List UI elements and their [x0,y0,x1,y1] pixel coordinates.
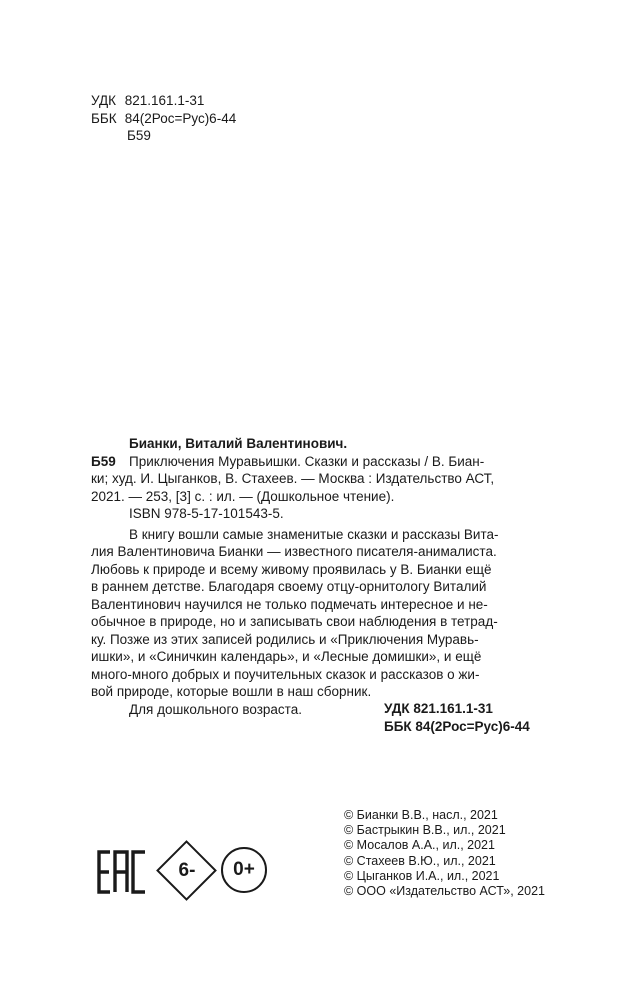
age-rating-circle-text: 0+ [233,859,255,880]
author-mark-bold: Б59 [91,453,116,469]
copyright-block [344,808,545,899]
bibliographic-record [91,435,565,718]
age-rating-circle [221,847,267,893]
annotation-line: Любовь к природе и всему живому проявилась у В. Бианки ещё [91,561,492,577]
annotation-line: ку. Позже из этих записей родились и «Приключения Муравь- [91,631,479,647]
eac-mark [96,849,148,895]
udk-label: УДК [91,93,116,108]
age-rating-diamond [155,839,219,903]
author-heading: Бианки, Виталий Валентинович. [129,436,348,451]
author-mark: Б59 [127,128,151,143]
bbk-line [91,110,236,128]
copyright-line: © Мосалов А.А., ил., 2021 [344,838,495,853]
copyright-line: © Цыганков И.А., ил., 2021 [344,868,500,883]
bibliography-line: ки; худ. И. Цыганков, В. Стахеев. — Москва : Издательство АСТ, [91,471,495,486]
bbk-label: ББК [91,110,117,126]
copyright-line: © Стахеев В.Ю., ил., 2021 [344,853,496,868]
annotation-line: В книгу вошли самые знаменитые сказки и рассказы Вита- [129,526,499,542]
annotation-line: много-много добрых и поучительных сказок и рассказов о жи- [91,666,480,682]
annotation-line: лия Валентиновича Бианки — известного писателя-анималиста. [91,544,497,559]
copyright-line: © Бианки В.В., насл., 2021 [344,808,498,822]
age-rating-text: 6- [178,860,196,881]
audience: Для дошкольного возраста. [129,701,302,717]
copyright-line: © Бастрыкин В.В., ил., 2021 [344,823,506,838]
title-line-1 [91,453,565,471]
bbk-value: 84(2Рос=Рус)6-44 [124,110,237,126]
isbn: ISBN 978-5-17-101543-5. [129,506,284,521]
udk-line [91,92,236,110]
copyright-line: © ООО «Издательство АСТ», 2021 [344,884,545,899]
annotation-line: обычное в природе, но и записывать свои наблюдения в тетрад- [91,614,498,629]
annotation-line: Валентинович научился не только подмечать интересное и не- [91,596,488,612]
annotation-line: в раннем детстве. Благодаря своему отцу-орнитологу Виталий [91,579,487,594]
udk-bold: УДК 821.161.1-31 [384,701,493,716]
top-codes [91,92,236,145]
bbk-bold: ББК 84(2Рос=Рус)6-44 [384,718,530,734]
annotation-line: вой природе, которые вошли в наш сборник. [91,684,372,699]
title-text: Приключения Муравьишки. Сказки и рассказы / В. Биан- [129,453,485,469]
annotation-line: ишки», и «Синичкин календарь», и «Лесные домишки», и ещё [91,649,482,664]
bibliography-line: 2021. — 253, [3] с. : ил. — (Дошкольное чтение). [91,488,395,504]
author-mark-line [91,127,236,145]
classification-block [384,700,530,735]
udk-value: 821.161.1-31 [124,93,205,108]
